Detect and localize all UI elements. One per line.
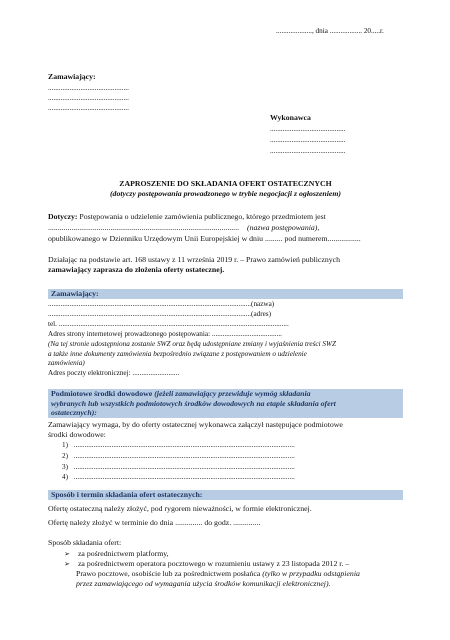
arrow-right-icon: ➢	[64, 560, 70, 568]
orderer-line: .............................................	[48, 84, 129, 92]
orderer-name-line: .................................................................................................................(nazwa)	[48, 300, 275, 308]
orderer-note-line: a także inne dokumenty zamówienia bezpośrednio związane z postępowaniem o udzielenie	[48, 350, 307, 358]
method-line-1: Ofertę ostateczną należy złożyć, pod rygorem nieważności, w formie elektronicznej.	[48, 504, 312, 513]
evidence-heading-line-1	[51, 389, 401, 399]
method-line-3: Sposób składania ofert:	[48, 538, 122, 547]
orderer-section-heading: Zamawiający:	[51, 289, 99, 298]
contractor-line: ..........................................	[270, 125, 346, 133]
contractor-line: ..........................................	[270, 147, 346, 155]
evidence-text-line-2: środki dowodowe:	[48, 430, 106, 439]
method-bullet	[62, 549, 169, 559]
contractor-label: Wykonawca	[270, 113, 311, 122]
evidence-item-number: 3)	[62, 463, 68, 471]
concerns-label: Dotyczy:	[48, 212, 78, 221]
method-bullet	[62, 559, 349, 569]
method-continuation-line-2: przez zamawiającego od wymagania użycia środków komunikacji elektronicznej).	[76, 579, 331, 588]
evidence-item-dots: ...........................................................................................................................	[73, 463, 295, 471]
concerns-line-3: opublikowanego w Dzienniku Urzędowym Unii Europejskiej w dniu ......... pod numerem.................	[48, 234, 361, 243]
method-continuation-text: Prawo pocztowe, osobiście lub za pośrednictwem posłańca	[76, 569, 261, 578]
contractor-line: ..........................................	[270, 136, 346, 144]
method-line-2: Ofertę należy złożyć w terminie do dnia .............. do godz. ..............	[48, 518, 261, 527]
concerns-dots: ..................................................................................................	[48, 223, 240, 232]
document-title: ZAPROSZENIE DO SKŁADANIA OFERT OSTATECZNYCH	[119, 179, 332, 188]
orderer-label: Zamawiający:	[48, 72, 96, 81]
orderer-address-line: .................................................................................................................(adres)	[48, 310, 271, 318]
concerns-line-2	[48, 223, 319, 233]
evidence-item-dots: ...........................................................................................................................	[73, 452, 295, 460]
orderer-www-line: Adres strony internetowej prowadzonego postępowania: .......................................	[48, 330, 282, 338]
arrow-right-icon: ➢	[64, 550, 70, 558]
evidence-item	[62, 441, 295, 450]
method-bullet-text: za pośrednictwem operatora pocztowego w rozumieniu ustawy z 23 listopada 2012 r. –	[77, 559, 350, 568]
orderer-line: .............................................	[48, 94, 129, 102]
evidence-item-number: 1)	[62, 441, 68, 449]
date-line: ...................., dnia .................. 20.....r.	[276, 27, 384, 35]
evidence-item	[62, 473, 295, 482]
intro-line-2: zamawiający zaprasza do złożenia oferty ostatecznej.	[48, 265, 225, 274]
orderer-line: .............................................	[48, 104, 129, 112]
orderer-tel-line: tel. ................................................................................................................................	[48, 320, 289, 328]
evidence-item	[62, 452, 295, 461]
evidence-heading-line-2: wybranych lub wszystkich podmiotowych środków dowodowych na etapie składania ofert	[51, 399, 336, 408]
evidence-item-number: 4)	[62, 473, 68, 481]
orderer-note-line: (Na tej stronie udostępniona zostanie SWZ oraz będą udostępniane zmiany i wyjaśnienia treści SWZ	[48, 340, 336, 348]
orderer-email-line: Adres poczty elektronicznej: ..........................	[48, 369, 180, 377]
method-continuation-line-1	[76, 569, 360, 579]
concerns-line-1	[48, 212, 403, 222]
method-bullet-text: za pośrednictwem platformy,	[77, 549, 169, 558]
method-section-heading: Sposób i termin składania ofert ostatecznych:	[51, 490, 203, 499]
evidence-item-dots: ...........................................................................................................................	[73, 473, 295, 481]
method-continuation-note: (tylko w przypadku odstąpienia	[262, 569, 360, 578]
orderer-section-band	[48, 289, 403, 299]
concerns-name-hint: (nazwa postępowania),	[246, 223, 320, 232]
evidence-heading-line-3: ostatecznych):	[51, 408, 97, 417]
evidence-text-line-1: Zamawiający wymaga, by do oferty ostatecznej wykonawca załączył następujące podmiotowe	[48, 420, 343, 429]
evidence-item	[62, 463, 295, 472]
evidence-heading-note: (jeżeli zamawiający przewiduje wymóg składania	[154, 389, 311, 398]
document-subtitle: (dotyczy postępowania prowadzonego w trybie negocjacji z ogłoszeniem)	[109, 189, 342, 198]
method-section-band	[48, 490, 403, 500]
evidence-heading: Podmiotowe środki dowodowe	[51, 389, 153, 398]
concerns-text: Postępowania o udzielenie zamówienia publicznego, którego przedmiotem jest	[79, 212, 326, 221]
intro-line-1: Działając na podstawie art. 168 ustawy z 11 września 2019 r. – Prawo zamówień publicznych	[48, 255, 341, 264]
evidence-item-dots: ...........................................................................................................................	[73, 441, 295, 449]
orderer-note-line: zamówienia)	[48, 359, 85, 367]
evidence-item-number: 2)	[62, 452, 68, 460]
